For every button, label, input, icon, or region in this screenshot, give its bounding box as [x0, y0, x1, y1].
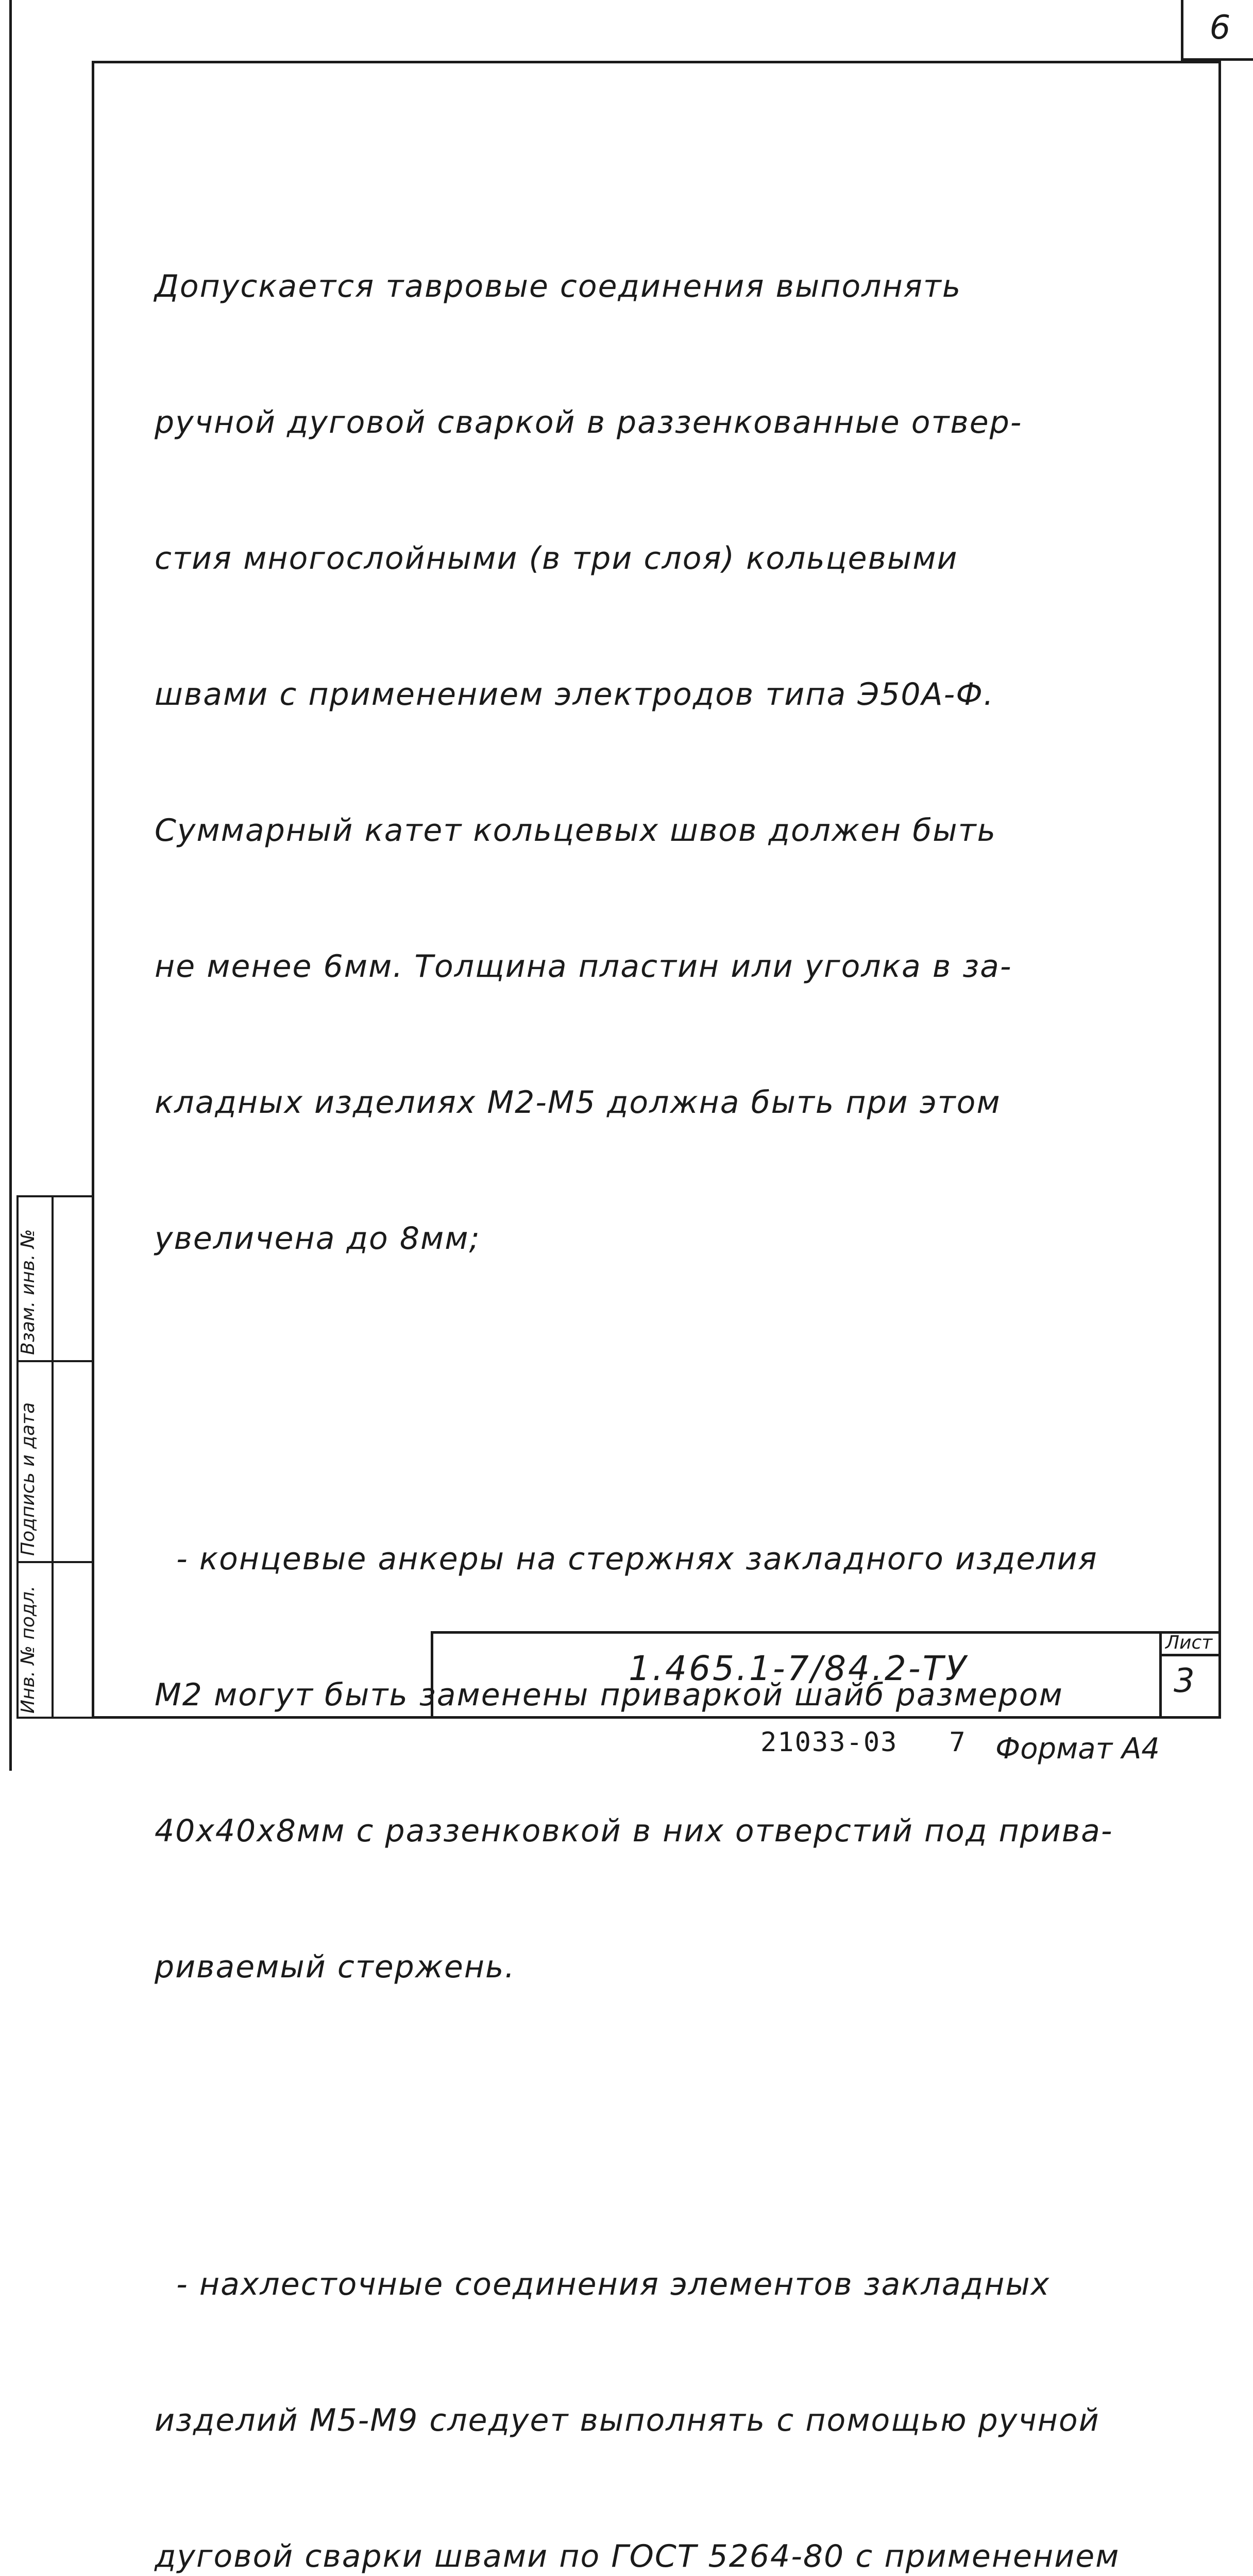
stamp-text: Взам. инв. № [18, 1229, 39, 1355]
text-line: риваемый стержень. [155, 1949, 516, 1985]
sheet-label: Лист [1165, 1632, 1213, 1653]
stamp-label-original [18, 1585, 52, 1735]
text-line: кладных изделиях М2-М5 должна быть при этом [155, 1084, 1001, 1121]
inventory-number: 21033-03 7 [760, 1727, 967, 1758]
text-line: - концевые анкеры на стержнях закладного изделия [155, 1541, 1098, 1577]
paragraph-welding-tee [155, 173, 1190, 1352]
text-line: увеличена до 8мм; [155, 1221, 481, 1257]
binding-line [9, 0, 12, 1771]
stamp-label-signature [18, 1402, 52, 1577]
text-line: - нахлесточные соединения элементов закладных [155, 2266, 1051, 2302]
sheet-number: 3 [1174, 1662, 1195, 1700]
document-code: 1.465.1-7/84.2-ТУ [629, 1649, 969, 1688]
text-line: Суммарный катет кольцевых швов должен быть [155, 812, 996, 849]
text-line: дуговой сварки швами по ГОСТ 5264-80 с применением [155, 2538, 1120, 2574]
stamp-label-replacement [18, 1229, 52, 1376]
text-line: стия многослойными (в три слоя) кольцевыми [155, 540, 958, 577]
document-body [155, 82, 1190, 2576]
title-block-divider [1159, 1631, 1162, 1719]
paragraph-lap-joints [155, 2171, 1190, 2576]
paper-format: Формат А4 [995, 1732, 1160, 1766]
text-line: ручной дуговой сваркой в раззенкованные отвер- [155, 404, 1023, 440]
page-number: 6 [1209, 9, 1231, 47]
text-line: не менее 6мм. Толщина пластин или уголка в за- [155, 948, 1012, 985]
stamp-text: Инв. № подл. [18, 1585, 39, 1714]
text-line: Допускается тавровые соединения выполнять [155, 268, 962, 304]
stamp-text: Подпись и дата [18, 1402, 39, 1556]
text-line: изделий М5-М9 следует выполнять с помощью ручной [155, 2402, 1100, 2438]
title-block-split [1159, 1654, 1221, 1656]
stamp-divider [52, 1195, 54, 1719]
text-line: М2 могут быть заменены приваркой шайб размером [155, 1677, 1063, 1713]
text-line: 40х40х8мм с раззенковкой в них отверстий под прива- [155, 1813, 1113, 1849]
text-line: швами с применением электродов типа Э50А-Ф. [155, 676, 995, 713]
